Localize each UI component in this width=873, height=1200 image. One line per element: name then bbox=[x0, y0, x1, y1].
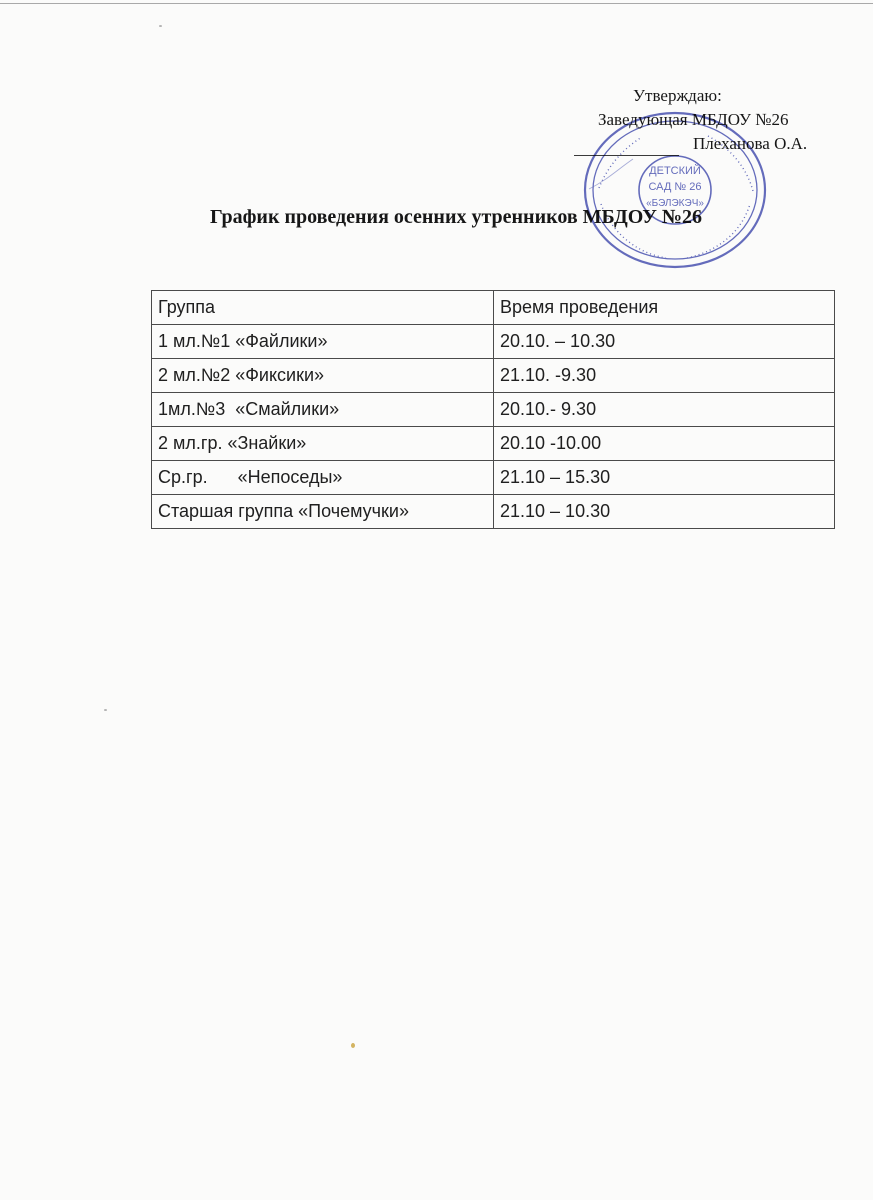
stamp-center-text-3: «БЭЛЭКЭЧ» bbox=[646, 198, 704, 209]
table-row bbox=[152, 325, 835, 359]
group-cell: 2 мл.№2 «Фиксики» bbox=[152, 359, 494, 393]
table-row bbox=[152, 359, 835, 393]
stamp-center-text-1: ДЕТСКИЙ bbox=[649, 165, 701, 177]
table-header-group: Группа bbox=[152, 291, 494, 325]
stamp-center-text-2: САД № 26 bbox=[648, 181, 702, 193]
approval-title: Утверждаю: bbox=[633, 86, 722, 105]
time-cell: 21.10 – 10.30 bbox=[494, 495, 835, 529]
document-title: График проведения осенних утренников МБДОУ №26 bbox=[210, 206, 702, 228]
schedule-table bbox=[151, 290, 835, 529]
stamp-text-arc bbox=[599, 137, 642, 188]
time-cell: 20.10 -10.00 bbox=[494, 427, 835, 461]
time-cell: 20.10. – 10.30 bbox=[494, 325, 835, 359]
approval-position: Заведующая МБДОУ №26 bbox=[598, 110, 789, 129]
scan-speck bbox=[351, 1043, 355, 1048]
group-cell: 1мл.№3 «Смайлики» bbox=[152, 393, 494, 427]
table-row bbox=[152, 495, 835, 529]
table-row bbox=[152, 461, 835, 495]
table-header-time: Время проведения bbox=[494, 291, 835, 325]
group-cell: 1 мл.№1 «Файлики» bbox=[152, 325, 494, 359]
table-row bbox=[152, 427, 835, 461]
official-stamp bbox=[577, 110, 772, 275]
scan-speck bbox=[159, 25, 162, 27]
group-cell: Ср.гр. «Непоседы» bbox=[152, 461, 494, 495]
scan-speck bbox=[104, 709, 107, 711]
group-cell: Старшая группа «Почемучки» bbox=[152, 495, 494, 529]
approval-name: Плеханова О.А. bbox=[693, 134, 808, 153]
scan-top-rule bbox=[0, 3, 873, 4]
time-cell: 21.10 – 15.30 bbox=[494, 461, 835, 495]
table-row bbox=[152, 393, 835, 427]
time-cell: 21.10. -9.30 bbox=[494, 359, 835, 393]
group-cell: 2 мл.гр. «Знайки» bbox=[152, 427, 494, 461]
time-cell: 20.10.- 9.30 bbox=[494, 393, 835, 427]
table-header-row bbox=[152, 291, 835, 325]
